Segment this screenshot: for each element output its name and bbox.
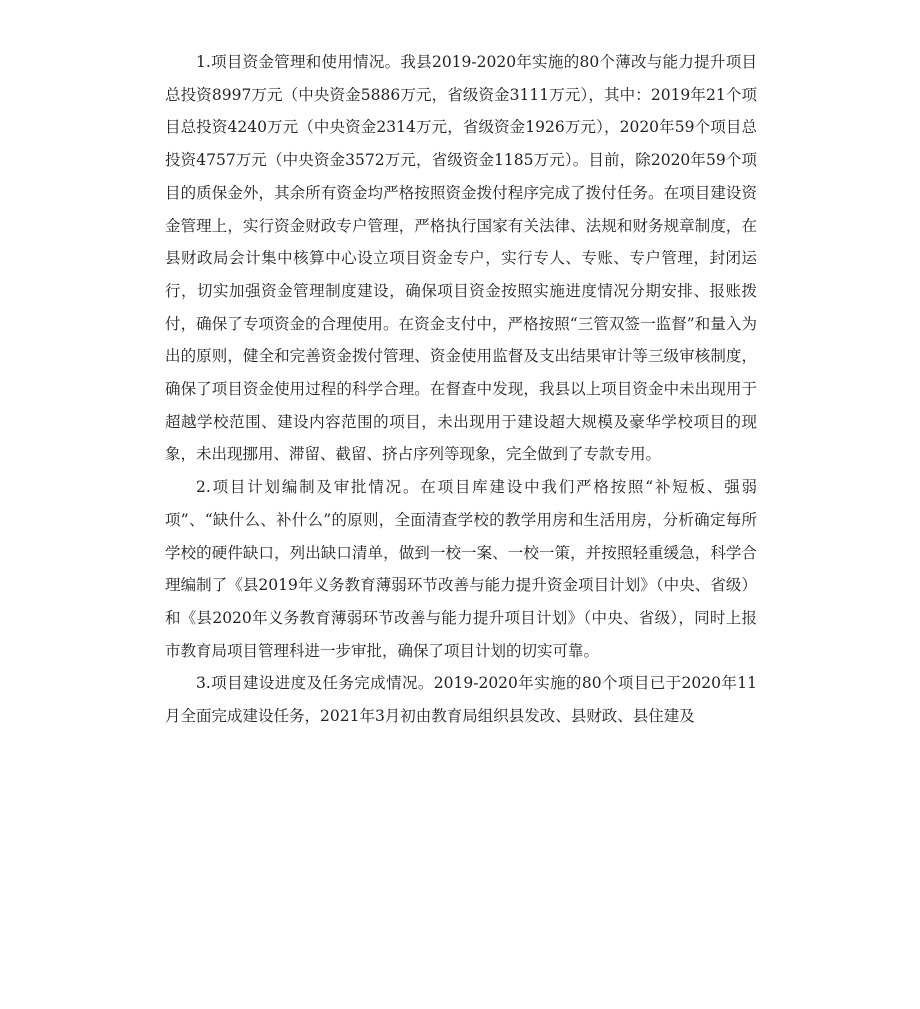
document-body <box>165 46 757 733</box>
paragraph-plan-approval: 2.项目计划编制及审批情况。在项目库建设中我们严格按照“补短板、强弱项”、“缺什么、补什么”的原则，全面清查学校的教学用房和生活用房，分析确定每所学校的硬件缺口，列出缺口清单，做到一校一案、一校一策，并按照轻重缓急，科学合理编制了《县2019年义务教育薄弱环节改善与能力提升资金项目计划》（中央、省级）和《县2020年义务教育薄弱环节改善与能力提升项目计划》（中央、省级），同时上报市教育局项目管理科进一步审批，确保了项目计划的切实可靠。 <box>165 478 757 660</box>
paragraph-funds-management: 1.项目资金管理和使用情况。我县2019-2020年实施的80个薄改与能力提升项目总投资8997万元（中央资金5886万元，省级资金3111万元），其中：2019年21个项目总投资4240万元（中央资金2314万元，省级资金1926万元），2020年59个项目总投资4757万元（中央资金3572万元，省级资金1185万元）。目前，除2020年59个项目的质保金外，其余所有资金均严格按照资金拨付程序完成了拨付任务。在项目建设资金管理上，实行资金财政专户管理，严格执行国家有关法律、法规和财务规章制度，在县财政局会计集中核算中心设立项目资金专户，实行专人、专账、专户管理，封闭运行，切实加强资金管理制度建设，确保项目资金按照实施进度情况分期安排、报账拨付，确保了专项资金的合理使用。在资金支付中，严格按照“三管双签一监督”和量入为出的原则，健全和完善资金拨付管理、资金使用监督及支出结果审计等三级审核制度，确保了项目资金使用过程的科学合理。在督查中发现，我县以上项目资金中未出现用于超越学校范围、建设内容范围的项目，未出现用于建设超大规模及豪华学校项目的现象，未出现挪用、滞留、截留、挤占序列等现象，完全做到了专款专用。 <box>165 53 757 464</box>
paragraph-construction-progress: 3.项目建设进度及任务完成情况。2019-2020年实施的80个项目已于2020年11月全面完成建设任务，2021年3月初由教育局组织县发改、县财政、县住建及 <box>165 674 757 726</box>
